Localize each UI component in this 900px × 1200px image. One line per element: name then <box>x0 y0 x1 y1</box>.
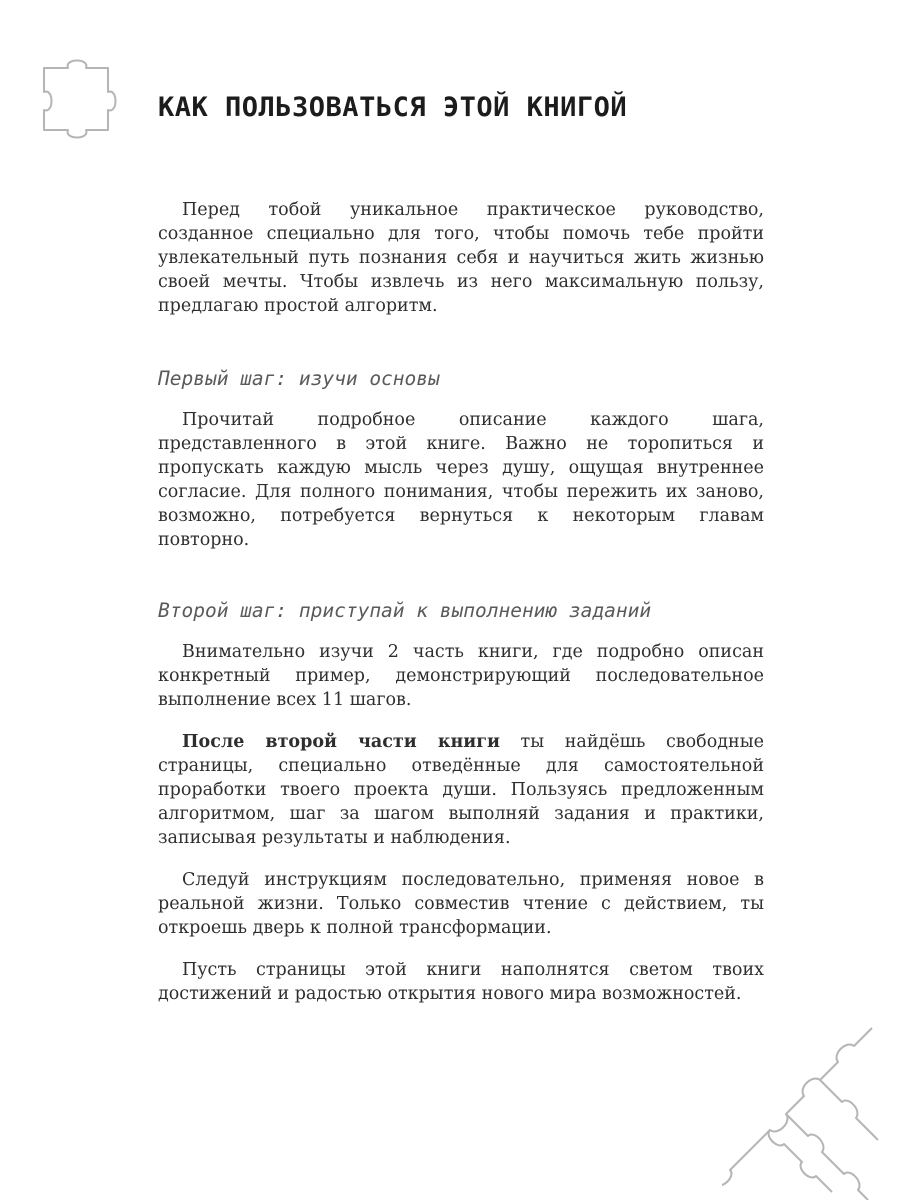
step1-paragraph: Прочитай подробное описание каждого шага, представленного в этой книге. Важно не торопиться и пропускать каждую мысль через душу, ощущая внутреннее согласие. Для полного понимания, чтобы пережить их заново, возможно, потребуется вернуться к некоторым главам повторно. <box>158 410 764 550</box>
puzzle-pieces-icon <box>722 1022 882 1200</box>
after-part-paragraph <box>158 730 764 850</box>
after-part-bold-lead: После второй части книги <box>182 732 500 752</box>
closing-paragraph: Пусть страницы этой книги наполнятся светом твоих достижений и радостью открытия нового мира возможностей. <box>158 960 764 1004</box>
after-part-text: ты найдёшь свободные страницы, специально отведённые для самостоятельной проработки твоего проекта души. Пользуясь предложенным алгоритмом, шаг за шагом выполняй задания и практики, записывая результаты и наблюдения. <box>158 732 764 848</box>
follow-instructions-paragraph: Следуй инструкциям последовательно, применяя новое в реальной жизни. Только совместив чтение с действием, ты откроешь дверь к полной трансформации. <box>158 870 764 938</box>
puzzle-piece-icon <box>38 58 148 158</box>
intro-paragraph: Перед тобой уникальное практическое руководство, созданное специально для того, чтобы помочь тебе пройти увлекательный путь познания себя и научиться жить жизнью своей мечты. Чтобы извлечь из него максимальную пользу, предлагаю простой алгоритм. <box>158 200 764 316</box>
content-body <box>158 198 764 1006</box>
step2-paragraph: Внимательно изучи 2 часть книги, где подробно описан конкретный пример, демонстрирующий последовательное выполнение всех 11 шагов. <box>158 642 764 710</box>
page-title: КАК ПОЛЬЗОВАТЬСЯ ЭТОЙ КНИГОЙ <box>158 92 628 123</box>
step1-heading: Первый шаг: изучи основы <box>158 367 440 390</box>
step2-heading: Второй шаг: приступай к выполнению заданий <box>158 599 652 622</box>
